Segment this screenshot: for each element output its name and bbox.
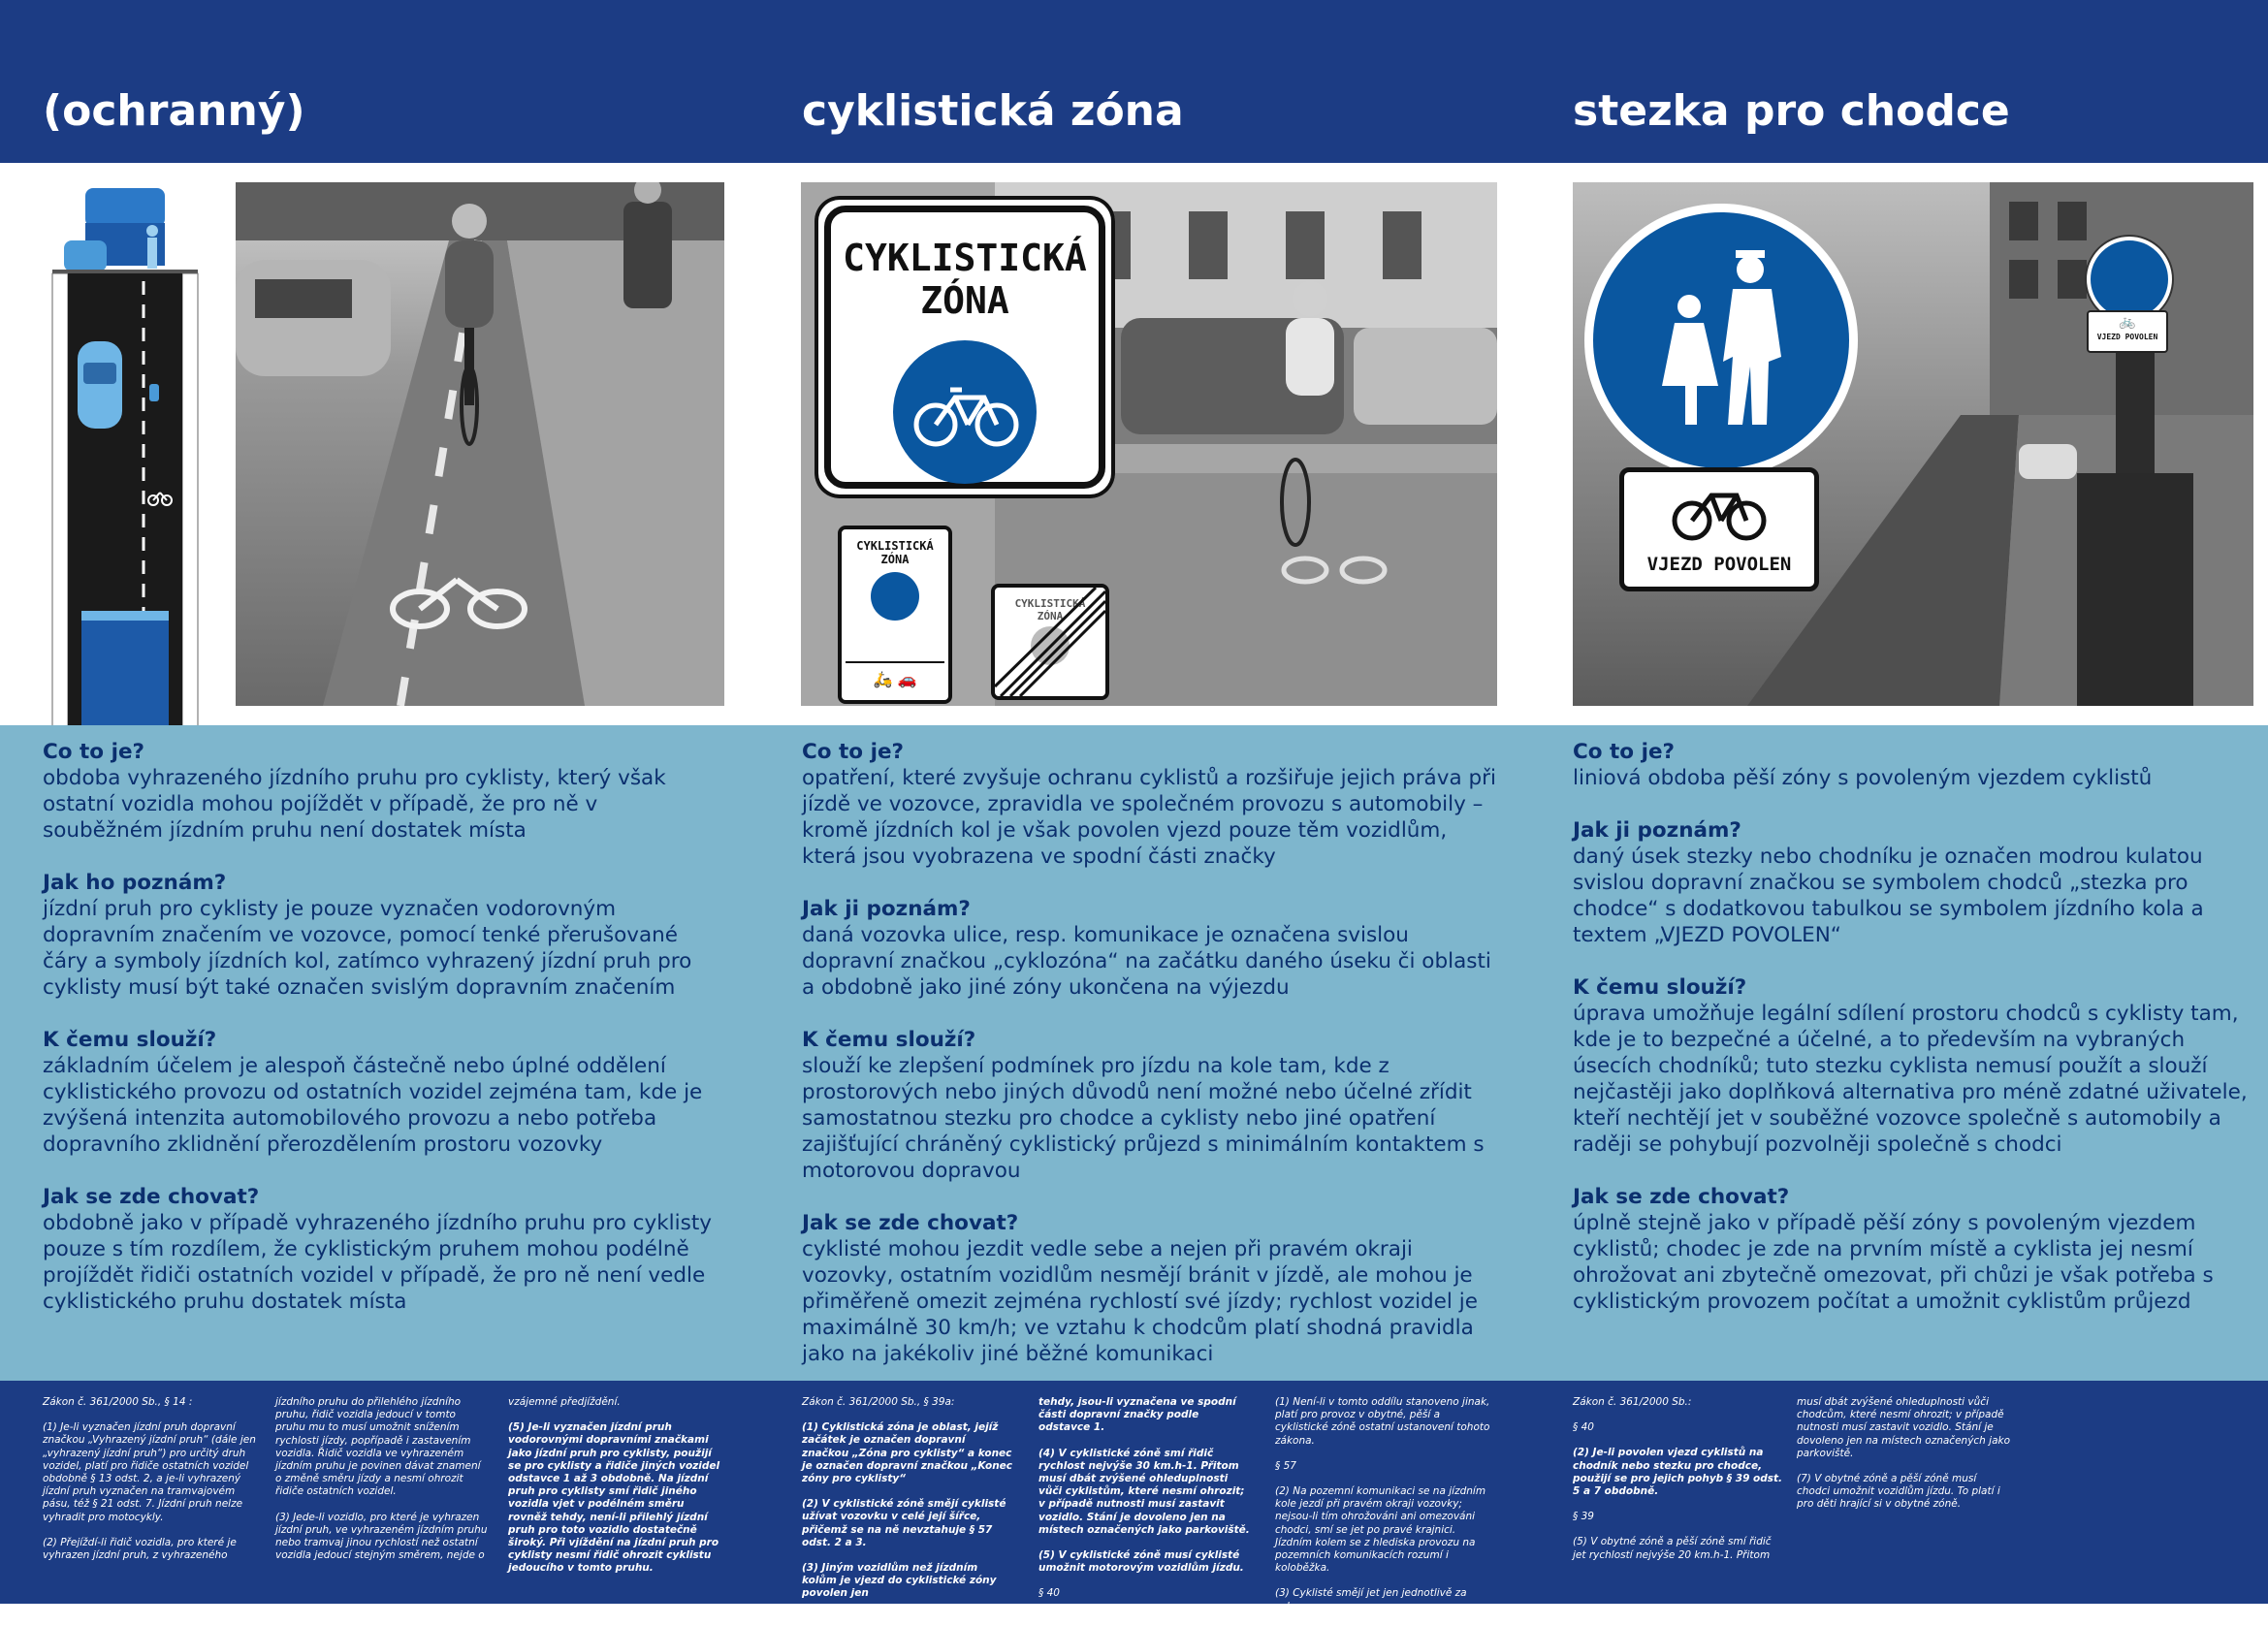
legal-paragraph: (5) V obytné zóně a pěší zóně smí řidič jet rychlostí nejvýše 20 km.h-1. Přitom [1573, 1536, 1772, 1561]
header-2-line1: cyklistická zóna [802, 86, 1184, 136]
legal-col-2a [802, 1396, 1013, 1613]
bus-topview-icon [81, 611, 169, 727]
col2-text-3: slouží ke zlepšení podmínek pro jízdu na kole tam, kde z prostorových nebo jiných důvodů není možné nebo účelné zřídit samostatnou stezku pro chodce a cyklisty nebo jiné opatření zajišťující chráněný cyklistický průjezd s minimálním kontaktem s motorovou dopravou [802, 1054, 1485, 1183]
legal-paragraph: (7) V obytné zóně a pěší zóně musí chodci umožnit vozidlům jízdu. To platí i pro děti hrající si v obytné zóně. [1797, 1473, 2000, 1511]
sign-cycle-zone-small [838, 526, 952, 704]
col2-heading-1: Co to je? [802, 740, 904, 764]
sign-main-line1: CYKLISTICKÁ [843, 237, 1087, 279]
bicycle-sign-icon [892, 339, 1038, 485]
sign-main-line2: ZÓNA [920, 279, 1009, 322]
legal-paragraph: § 39 [1573, 1511, 1594, 1523]
column-path [1573, 739, 2252, 1341]
legal-paragraph: (1) Není-li v tomto oddílu stanoveno jinak, platí pro provoz v obytné, pěší a cyklistické zóně ostatní ustanovení tohoto zákona. [1275, 1396, 1490, 1447]
legal-col-1a [43, 1396, 256, 1575]
col2-text-1: opatření, které zvyšuje ochranu cyklistů a rozšiřuje jejich práva při jízdě ve vozovce, zpravidla ve společném provozu s automobily – kromě jízdních kol je však povolen vjezd pouze těm vozidlům, která jsou vyobrazena ve spodní části značky [802, 766, 1496, 869]
column-zone [802, 739, 1502, 1393]
col2-heading-4: Jak se zde chovat? [802, 1211, 1019, 1235]
col1-text-1: obdoba vyhrazeného jízdního pruhu pro cyklisty, který však ostatní vozidla mohou pojíždět v případě, že pro ně v souběžném jízdním pruhu není dostatek místa [43, 766, 666, 843]
pedestrian-icon [146, 225, 158, 237]
col2-text-4: cyklisté mohou jezdit vedle sebe a nejen při pravém okraji vozovky, ostatním vozidlům nesmějí bránit v jízdě, ale mohou je přiměřeně omezit zejména rychlostí své jízdy; rychlost vozidel je maximálně 30 km/h; ve vztahu k chodcům platí shodná pravidla jako na jakékoliv jiné běžné komunikaci [802, 1237, 1478, 1366]
image-band [0, 163, 2268, 725]
photo-bike-lane [236, 182, 724, 706]
lane-diagram-svg [43, 184, 208, 727]
legal-paragraph: (4) V cyklistické zóně smí řidič rychlost nejvýše 30 km.h-1. Přitom musí dbát zvýšené ohleduplnosti vůči cyklistům, které nesmí ohrozit; v případě nutnosti musí zastavit vozidlo. Stání je dovoleno jen na místech označených jako parkoviště. [1038, 1447, 1250, 1536]
legal-col-1b [275, 1396, 489, 1575]
col3-text-1: liniová obdoba pěší zóny s povoleným vjezdem cyklistů [1573, 766, 2153, 790]
photo-pedestrian-path [1573, 182, 2253, 706]
bicycle-plate-icon [1671, 482, 1768, 542]
sign-end-line2: ZÓNA [1037, 610, 1064, 622]
plate-main-text: VJEZD POVOLEN [1646, 554, 1792, 575]
legal-paragraph: (3) Jede-li vozidlo, pro které je vyhrazen jízdní pruh, ve vyhrazeném jízdním pruhu nebo tramvaj jinou rychlostí než ostatní vozidla jedoucí stejným směrem, nejde o [275, 1511, 488, 1562]
col3-text-2: daný úsek stezky nebo chodníku je označen modrou kulatou svislou dopravní značkou se symbolem chodců „stezka pro chodce“ s dodatkovou tabulkou se symbolem jízdního kola a textem „VJEZD POVOLEN“ [1573, 845, 2204, 947]
legal-paragraph: tehdy, jsou-li vyznačena ve spodní části dopravní značky podle odstavce 1. [1038, 1396, 1236, 1434]
legal-paragraph: (2) V cyklistické zóně smějí cyklisté užívat vozovku v celé její šířce, přičemž se na ně nevztahuje § 57 odst. 2 a 3. [802, 1498, 1006, 1548]
header-3-line1: stezka pro chodce [1573, 86, 2010, 136]
legal-paragraph: (2) Přejíždí-li řidič vozidla, pro které je vyhrazen jízdní pruh, z vyhrazeného [43, 1536, 237, 1562]
col1-heading-4: Jak se zde chovat? [43, 1185, 260, 1209]
header-1-line1: (ochranný) [43, 86, 305, 136]
legal-paragraph: (2) Je-li povolen vjezd cyklistů na chodník nebo stezku pro chodce, použijí se pro jejich pohyb § 39 odst. 5 a 7 obdobně. [1573, 1447, 1783, 1498]
col1-text-4: obdobně jako v případě vyhrazeného jízdního pruhu pro cyklisty pouze s tím rozdílem, že cyklistickým pruhem mohou podélně projíždět řidiči ostatních vozidel v případě, že pro ně není vedle cyklistického pruhu dostatek místa [43, 1211, 712, 1314]
col1-heading-3: K čemu slouží? [43, 1028, 217, 1052]
legal-paragraph: (5) V cyklistické zóně musí cyklisté umožnit motorovým vozidlům jízdu. [1038, 1549, 1244, 1575]
legal-col-1c [508, 1396, 723, 1588]
col2-text-2: daná vozovka ulice, resp. komunikace je označena svislou dopravní značkou „cyklozóna“ na začátku daného úseku či oblasti a obdobně jako jiné zóny ukončena na výjezdu [802, 923, 1491, 1000]
pedestrian-path-sign-icon [1582, 202, 1860, 479]
legal-paragraph: (3) Cyklisté smějí jet jen jednotlivě za sebou. [1275, 1587, 1467, 1612]
col3-text-3: úprava umožňuje legální sdílení prostoru chodců s cyklisty tam, kde je to bezpečné a účelné, a to především na vybraných úsecích chodníků; tuto stezku cyklista nemusí použít a slouží nejčastěji jako doplňková alternativa pro méně zdatné uživatele, kteří nechtějí jet v souběžné vozovce společně s automobily a raději se pohybují pozvolněji společně s chodci [1573, 1002, 2248, 1157]
legal-paragraph: Zákon č. 361/2000 Sb., § 14 : [43, 1396, 193, 1408]
car-topview-icon [78, 341, 122, 429]
plate-small-text: VJEZD POVOLEN [2096, 333, 2158, 341]
legal-paragraph: musí dbát zvýšené ohleduplnosti vůči chodcům, které nesmí ohrozit; v případě nutnosti musí zastavit vozidlo. Stání je dovoleno jen na místech označených jako parkoviště. [1797, 1396, 2011, 1459]
legal-paragraph: (2) Na pozemní komunikaci se na jízdním kole jezdí při pravém okraji vozovky; nejsou-li tím ohrožováni ani omezováni chodci, smí se jet po pravé krajnici. Jízdním kolem se z hlediska provozu na pozemních komunikacích rozumí i koloběžka. [1275, 1485, 1486, 1575]
bicycle-sign-small-icon [871, 572, 919, 621]
text-band [0, 725, 2268, 1381]
lane-diagram [43, 184, 208, 727]
legal-paragraph: (1) Je-li vyznačen jízdní pruh dopravní značkou „Vyhrazený jízdní pruh“ (dále jen „vyhrazený jízdní pruh“) pro určitý druh vozidel, platí pro řidiče ostatních vozidel obdobně § 13 odst. 2, a je-li vyhrazený jízdní pruh vyznačen na tramvajovém pásu, též § 21 odst. 7. Jízdní pruh nelze vyhradit pro motocykly. [43, 1421, 256, 1523]
col1-text-2: jízdní pruh pro cyklisty je pouze vyznačen vodorovným dopravním značením ve vozovce, pomocí tenké přerušované čáry a symboly jízdních kol, zatímco vyhrazený jízdní pruh pro cyklisty musí být také označen svislým dopravním značením [43, 897, 692, 1000]
legal-paragraph: (5) Je-li vyznačen jízdní pruh vodorovnými dopravními značkami jako jízdní pruh pro cyklisty, použijí se pro cyklisty a řidiče jiných vozidel odstavce 1 až 3 obdobně. Na jízdní pruh pro cyklisty smí řidič jiného vozidla vjet v podélném směru rovněž tehdy, není-li přilehlý jízdní pruh pro toto vozidlo dostatečně široký. Při vjíždění na jízdní pruh pro cyklisty nesmí řidič ohrozit cyklistu jedoucího v tomto pruhu. [508, 1421, 720, 1575]
col2-heading-3: K čemu slouží? [802, 1028, 976, 1052]
col3-heading-3: K čemu slouží? [1573, 975, 1747, 1000]
col1-heading-2: Jak ho poznám? [43, 871, 227, 895]
photo-cycle-zone [801, 182, 1497, 706]
legal-paragraph: vzájemné předjíždění. [508, 1396, 621, 1408]
legal-paragraph: § 40 [1038, 1587, 1060, 1600]
col1-text-3: základním účelem je alespoň částečně nebo úplné oddělení cyklistického provozu od ostatních vozidel zejména tam, kde je zvýšená intenzita automobilového provozu a nebo potřeba dopravního zklidnění přerozdělením prostoru vozovky [43, 1054, 703, 1157]
sign-vjezd-povolen-main [1619, 467, 1819, 591]
legal-paragraph: Zákon č. 361/2000 Sb., § 39a: [802, 1396, 955, 1408]
col1-heading-1: Co to je? [43, 740, 144, 764]
legal-paragraph: § 40 [1573, 1421, 1594, 1434]
legal-col-2b [1038, 1396, 1250, 1613]
column-lane [43, 739, 721, 1341]
legal-paragraph: (3) Jiným vozidlům než jízdním kolům je vjezd do cyklistické zóny povolen jen [802, 1562, 997, 1600]
photo-bike-lane-svg [236, 182, 724, 706]
legal-paragraph: (1) Cyklistická zóna je oblast, jejíž začátek je označen dopravní značkou „Zóna pro cyklisty“ a konec je označen dopravní značkou „Konec zóny pro cyklisty“ [802, 1421, 1013, 1485]
col2-heading-2: Jak ji poznám? [802, 897, 971, 921]
legal-paragraph: Zákon č. 361/2000 Sb.: [1573, 1396, 1692, 1408]
end-stripes-icon [995, 588, 1105, 696]
sign-small-line2: ZÓNA [880, 553, 910, 566]
col3-heading-1: Co to je? [1573, 740, 1675, 764]
pedestrian-sign-small-icon [2087, 237, 2172, 322]
sign-vjezd-povolen-small [2087, 310, 2168, 353]
vehicles-icon: 🛵 🚗 [846, 661, 944, 696]
sign-end-line1: CYKLISTICKÁ [1014, 597, 1086, 610]
col3-heading-2: Jak ji poznám? [1573, 818, 1741, 843]
sign-small-line1: CYKLISTICKÁ [856, 539, 934, 553]
header-band [0, 0, 2268, 163]
legal-paragraph: § 57 [1275, 1459, 1296, 1472]
car-icon [64, 240, 107, 271]
legal-paragraph: jízdního pruhu do přilehlého jízdního pruhu, řidič vozidla jedoucí v tomto pruhu mu to musí umožnit snížením rychlosti jízdy, popřípadě i zastavením vozidla. Řidič vozidla ve vyhrazeném jízdním pruhu je povinen dávat znamení o změně směru jízdy a nesmí ohrozit řidiče ostatních vozidel. [275, 1396, 481, 1498]
legal-footer [0, 1381, 2268, 1612]
cyclist-icon [149, 384, 159, 401]
legal-col-2c [1275, 1396, 1494, 1626]
sign-cycle-zone-end [991, 584, 1109, 700]
legal-col-3a [1573, 1396, 1786, 1575]
bike-small-icon: 🚲 [2119, 314, 2136, 330]
sign-cycle-zone-main [815, 196, 1115, 498]
col3-heading-4: Jak se zde chovat? [1573, 1185, 1790, 1209]
legal-col-3b [1797, 1396, 2012, 1524]
bus-icon [85, 188, 165, 227]
col3-text-4: úplně stejně jako v případě pěší zóny s povoleným vjezdem cyklistů; chodec je zde na prvním místě a cyklista jej nesmí ohrožovat ani zbytečně omezovat, při chůzi je však potřeba s cyklistickým provozem počítat a umožnit cyklistům průjezd [1573, 1211, 2214, 1314]
